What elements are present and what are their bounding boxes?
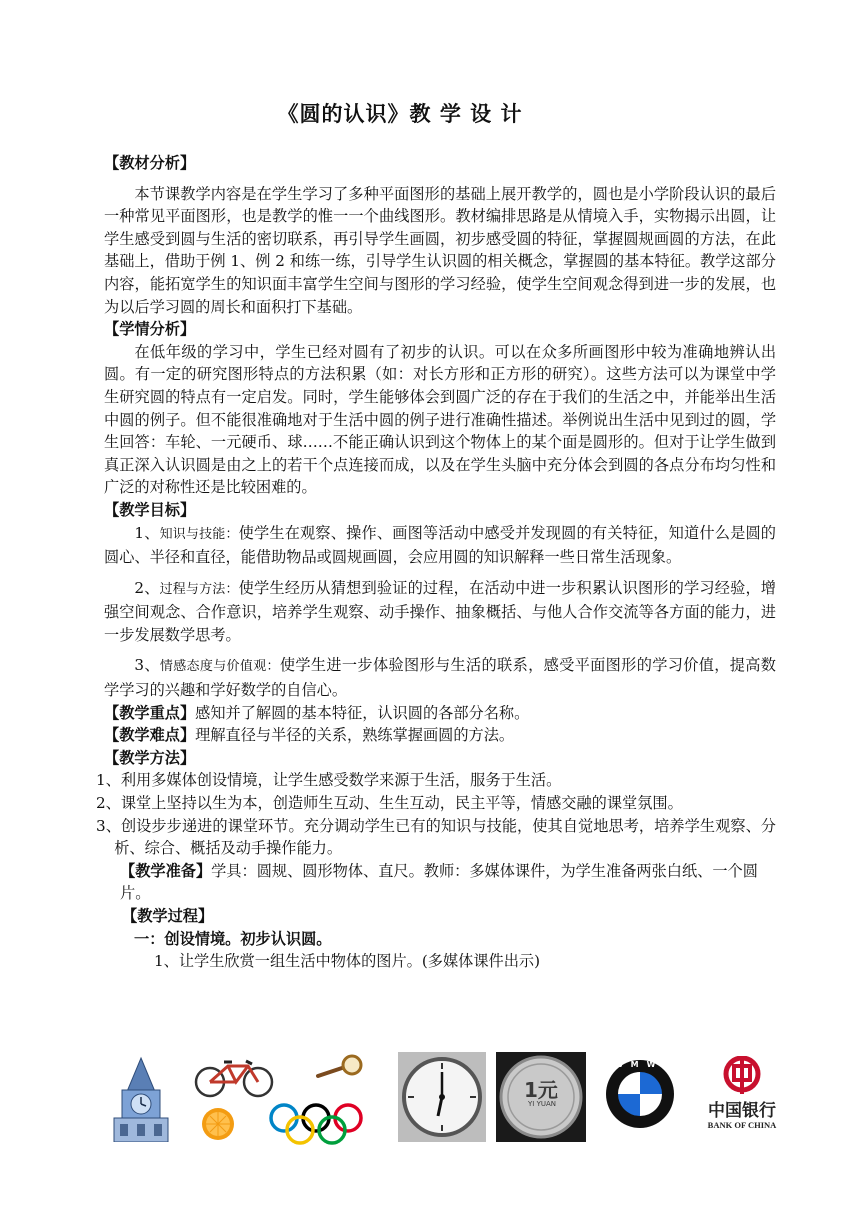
goal-1 (104, 522, 776, 569)
goal-3-prefix: 3、 (134, 656, 160, 675)
orange-slice-image (198, 1106, 238, 1142)
image-strip (104, 1052, 794, 1144)
key-point (104, 702, 776, 725)
boc-emblem (694, 1056, 790, 1096)
bank-of-china-logo-image (694, 1056, 790, 1140)
coin-subtext: YI YUAN (528, 1100, 556, 1108)
method-item-1: 1、利用多媒体创设情境，让学生感受数学来源于生活，服务于生活。 (96, 771, 562, 790)
student-heading: 【学情分析】 (104, 320, 196, 339)
prep-text: 学具：圆规、圆形物体、直尺。教师：多媒体课件，为学生准备两张白纸、一个圆片。 (120, 861, 758, 903)
boc-english-name: BANK OF CHINA (707, 1120, 777, 1130)
goal-2-label: 过程与方法： (159, 581, 239, 597)
clock-tower-image (104, 1056, 178, 1142)
document-body (96, 152, 776, 973)
bicycle-image (192, 1058, 278, 1098)
key-text: 感知并了解圆的基本特征，认识圆的各部分名称。 (195, 703, 530, 722)
process-step-one: 一：创设情境。初步认识圆。 (134, 929, 332, 948)
method-item-3: 3、创设步步递进的课堂环节。充分调动学生已有的知识与技能，使其自觉地思考，培养学生观察、分析、综合、概括及动手操作能力。 (96, 816, 776, 858)
difficult-text: 理解直径与半径的关系，熟练掌握画圆的方法。 (195, 726, 515, 745)
goal-2-prefix: 2、 (134, 578, 160, 597)
coin-value: 1元 (524, 1078, 558, 1102)
page-title: 《圆的认识》教 学 设 计 (277, 101, 523, 126)
process-heading: 【教学过程】 (122, 907, 214, 925)
preparation (104, 860, 776, 905)
coin-image (496, 1052, 586, 1142)
analysis-paragraph: 本节课教学内容是在学生学习了多种平面图形的基础上展开教学的，圆也是小学阶段认识的最后一种常见平面图形，也是教学的惟一一个曲线图形。教材编排思路是从情境入手，实物揭示出圆，让学生感受到圆与生活的密切联系，再引导学生画圆，初步感受圆的特征，掌握圆规画圆的方法，在此基础上，借助于例 1、例 2 和练一练，引导学生认识圆的相关概念，掌握圆的基本特征。教学这部分内容，能拓宽学生的知识面丰富学生空间与图形的学习经验，使学生空间观念得到进一步的发展，也为以后学习圆的周长和面积打下基础。 (104, 184, 776, 316)
goal-3 (104, 654, 776, 701)
boc-chinese-name: 中国银行 (708, 1101, 776, 1121)
goals-heading: 【教学目标】 (104, 500, 196, 519)
goal-1-prefix: 1、 (134, 523, 160, 542)
bmw-text: BMW (616, 1060, 664, 1069)
method-item-2: 2、课堂上坚持以生为本，创造师生互动、生生互动，民主平等，情感交融的课堂氛围。 (96, 794, 683, 813)
goal-1-text: 使学生在观察、操作、画图等活动中感受并发现圆的有关特征，知道什么是圆的圆心、半径和直径，能借助物品或圆规画圆，会应用圆的知识解释一些日常生活现象。 (104, 523, 776, 567)
goal-2 (104, 577, 776, 647)
analysis-heading: 【教材分析】 (104, 154, 196, 172)
key-heading: 【教学重点】 (104, 703, 196, 722)
olympic-rings-image (264, 1102, 384, 1146)
method-heading: 【教学方法】 (104, 748, 196, 767)
goal-3-text: 使学生进一步体验图形与生活的联系，感受平面图形的学习价值，提高数学学习的兴趣和学好数学的自信心。 (104, 656, 776, 700)
difficult-point (104, 724, 776, 747)
prep-heading: 【教学准备】 (120, 861, 212, 880)
goal-3-label: 情感态度与价值观： (159, 659, 280, 675)
bmw-logo-image (604, 1058, 676, 1130)
difficult-heading: 【教学难点】 (104, 726, 196, 745)
goal-2-text: 使学生经历从猜想到验证的过程，在活动中进一步积累认识图形的学习经验，增强空间观念、合作意识，培养学生观察、动手操作、抽象概括、与他人合作交流等各方面的能力，进一步发展数学思考。 (104, 578, 776, 644)
clock-image (398, 1052, 486, 1142)
magnifier-image (314, 1054, 364, 1084)
process-step-one-item-1: 1、让学生欣赏一组生活中物体的图片。(多媒体课件出示) (154, 952, 541, 971)
goal-1-label: 知识与技能： (159, 526, 239, 542)
student-paragraph: 在低年级的学习中，学生已经对圆有了初步的认识。可以在众多所画图形中较为准确地辨认出圆。有一定的研究图形特点的方法积累（如：对长方形和正方形的研究）。这些方法可以为课堂中学生研究圆的特点有一定启发。同时，学生能够体会到圆广泛的存在于我们的生活之中，并能举出生活中圆的例子。但不能很准确地对于生活中圆的例子进行准确性描述。举例说出生活中见到过的圆，学生回答：车轮、一元硬币、球……不能正确认识到这个物体上的某个面是圆形的。但对于让学生做到真正深入认识圆是由之上的若干个点连接而成，以及在学生头脑中充分体会到圆的各点分布均匀性和广泛的对称性还是比较困难的。 (104, 342, 776, 497)
